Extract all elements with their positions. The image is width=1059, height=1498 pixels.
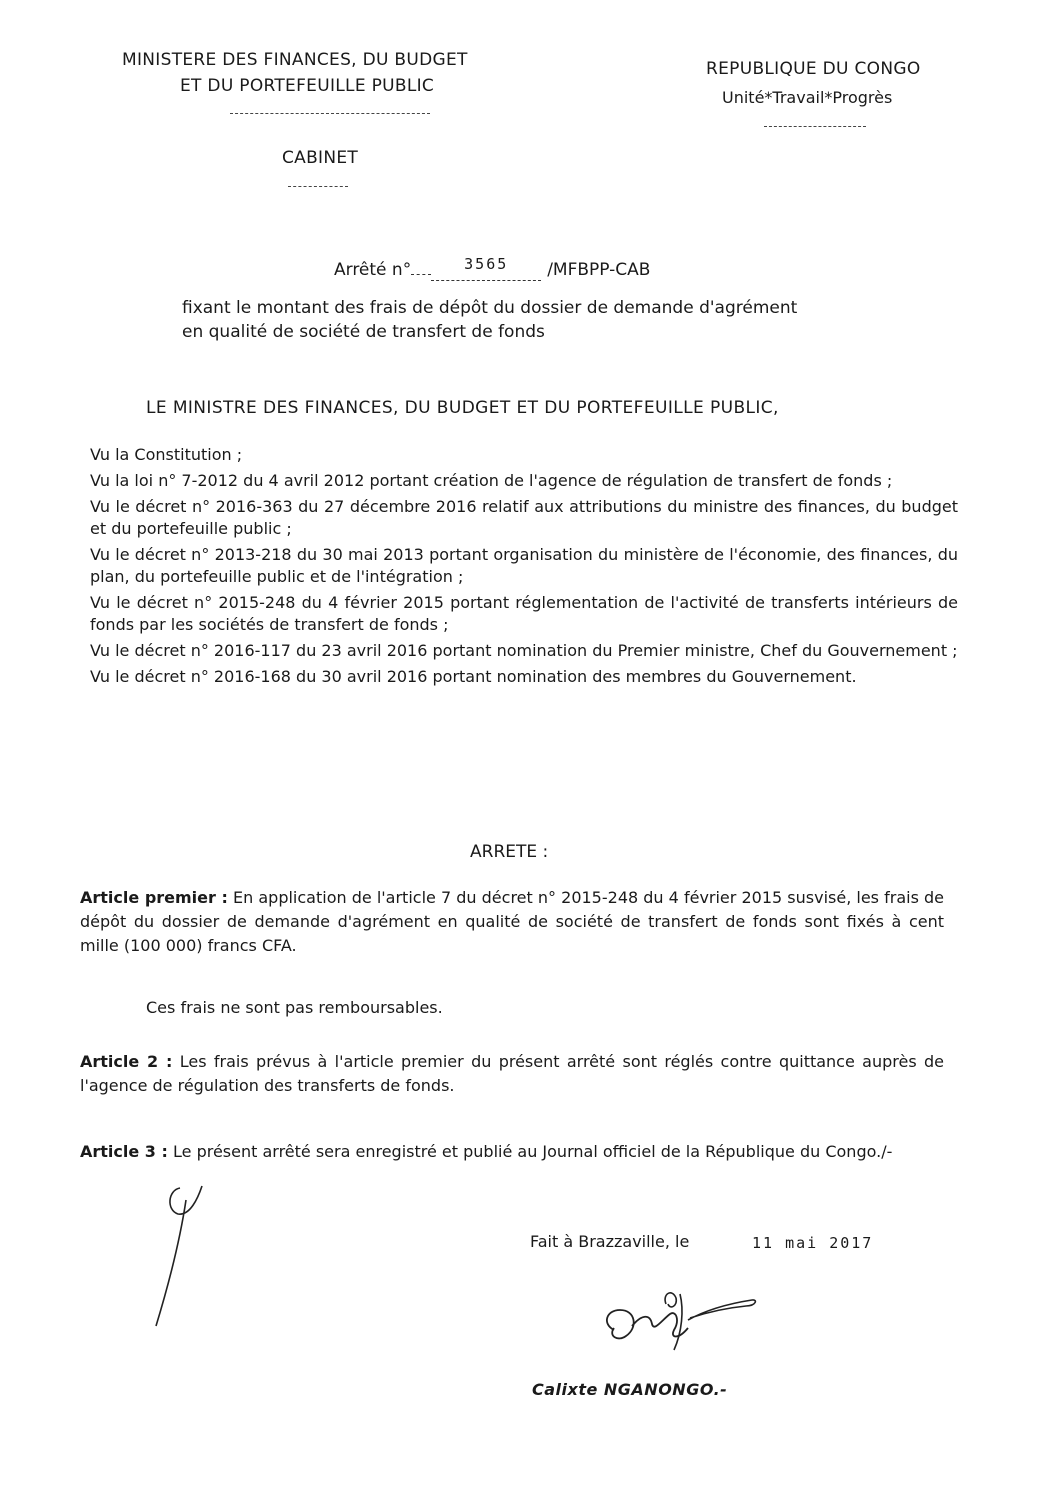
paraph-mark (140, 1180, 220, 1330)
visa-item: Vu la loi n° 7-2012 du 4 avril 2012 portant création de l'agence de régulation de transfert de fonds ; (90, 471, 893, 490)
article-note: Ces frais ne sont pas remboursables. (146, 998, 443, 1017)
article-text: En application de l'article 7 du décret n° 2015-248 du 4 février 2015 susvisé, les frais de dépôt du dossier de demande d'agrément en qualité de société de transfert de fonds sont fixés à cent mille (100 000) francs CFA. (80, 888, 945, 955)
visa-item: Vu le décret n° 2013-218 du 30 mai 2013 portant organisation du ministère de l'économie, des finances, du plan, du portefeuille public et de l'intégration ; (90, 545, 958, 586)
article-text: Les frais prévus à l'article premier du présent arrêté sont réglés contre quittance auprès de l'agence de régulation des transferts de fonds. (80, 1052, 944, 1095)
article-label: Article 2 : (80, 1052, 173, 1071)
ministry-line-2: ET DU PORTEFEUILLE PUBLIC (180, 76, 435, 96)
visa-item: Vu le décret n° 2016-168 du 30 avril 2016 portant nomination des membres du Gouvernement. (90, 667, 857, 686)
article-3 (80, 1140, 944, 1164)
article-label: Article 3 : (80, 1142, 168, 1161)
minister-heading: LE MINISTRE DES FINANCES, DU BUDGET ET DU PORTEFEUILLE PUBLIC, (146, 398, 779, 418)
divider (230, 113, 430, 114)
ministry-line-1: MINISTERE DES FINANCES, DU BUDGET (122, 50, 468, 70)
closing-date: 11 mai 2017 (752, 1234, 874, 1252)
motto: Unité*Travail*Progrès (722, 88, 893, 107)
visa-item: Vu la Constitution ; (90, 445, 243, 464)
arrete-suffix: /MFBPP-CAB (547, 260, 651, 280)
title-line-2: en qualité de société de transfert de fonds (182, 322, 545, 342)
republic-label: REPUBLIQUE DU CONGO (706, 59, 921, 79)
article-premier (80, 886, 944, 958)
visa-item: Vu le décret n° 2016-117 du 23 avril 2016 portant nomination du Premier ministre, Chef du Gouvernement ; (90, 641, 958, 660)
arrete-number: 3565 (431, 260, 541, 281)
divider (764, 126, 866, 127)
visa-item: Vu le décret n° 2016-363 du 27 décembre 2016 relatif aux attributions du ministre des finances, du budget et du portefeuille public ; (90, 497, 958, 538)
handwritten-signature (596, 1280, 766, 1360)
closing-place: Fait à Brazzaville, le (530, 1232, 690, 1251)
visas-list (90, 444, 958, 692)
arrete-prefix: Arrêté n° (334, 260, 412, 280)
signatory-name: Calixte NGANONGO.- (532, 1380, 728, 1399)
article-2 (80, 1050, 944, 1098)
divider (288, 186, 348, 187)
visa-item: Vu le décret n° 2015-248 du 4 février 2015 portant réglementation de l'activité de transferts intérieurs de fonds par les sociétés de transfert de fonds ; (90, 593, 958, 634)
title-line-1: fixant le montant des frais de dépôt du dossier de demande d'agrément (182, 298, 798, 318)
article-label: Article premier : (80, 888, 228, 907)
arrete-number-line (334, 255, 651, 281)
cabinet-label: CABINET (282, 148, 359, 168)
arrete-heading: ARRETE : (470, 842, 549, 862)
article-text: Le présent arrêté sera enregistré et publié au Journal officiel de la République du Congo./- (173, 1142, 893, 1161)
